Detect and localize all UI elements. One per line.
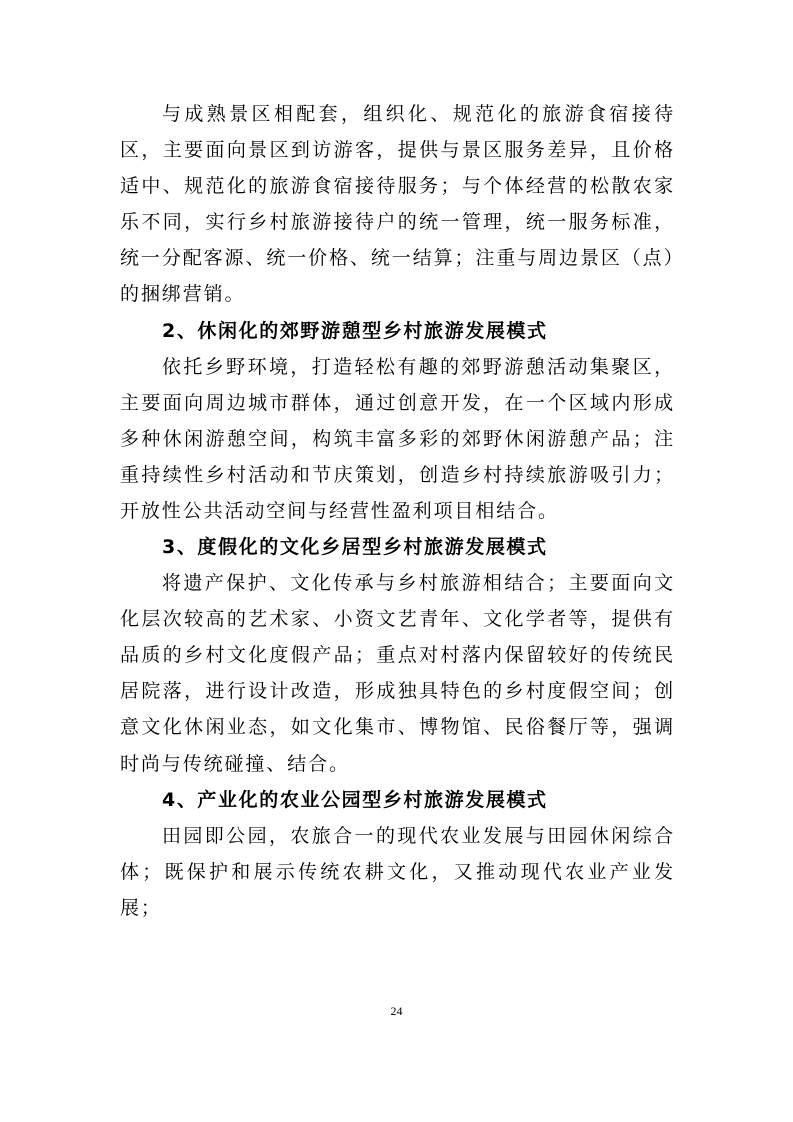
section-heading: 4、产业化的农业公园型乡村旅游发展模式 bbox=[162, 788, 548, 811]
body-paragraph: 依托乡野环境，打造轻松有趣的郊野游憩活动集聚区，主要面向周边城市群体，通过创意开发，在一个区域内形成多种休闲游憩空间，构筑丰富多彩的郊野休闲游憩产品；注重持续性乡村活动和节庆策划，创造乡村持续旅游吸引力；开放性公共活动空间与经营性盈利项目相结合。 bbox=[120, 355, 675, 522]
body-paragraph: 将遗产保护、文化传承与乡村旅游相结合；主要面向文化层次较高的艺术家、小资文艺青年、文化学者等，提供有品质的乡村文化度假产品；重点对村落内保留较好的传统民居院落，进行设计改造，形成独具特色的乡村度假空间；创意文化休闲业态，如文化集市、博物馆、民俗餐厅等，强调时尚与传统碰撞、结合。 bbox=[120, 572, 675, 775]
page-content bbox=[120, 96, 675, 926]
page-number: 24 bbox=[390, 1004, 403, 1018]
section-heading: 2、休闲化的郊野游憩型乡村旅游发展模式 bbox=[162, 319, 548, 342]
body-paragraph: 与成熟景区相配套，组织化、规范化的旅游食宿接待区，主要面向景区到访游客，提供与景区服务差异，且价格适中、规范化的旅游食宿接待服务；与个体经营的松散农家乐不同，实行乡村旅游接待户的统一管理，统一服务标准，统一分配客源、统一价格、统一结算；注重与周边景区（点）的捆绑营销。 bbox=[120, 103, 675, 306]
section-heading: 3、度假化的文化乡居型乡村旅游发展模式 bbox=[162, 536, 548, 559]
body-paragraph: 田园即公园，农旅合一的现代农业发展与田园休闲综合体；既保护和展示传统农耕文化，又推动现代农业产业发展； bbox=[120, 824, 675, 919]
